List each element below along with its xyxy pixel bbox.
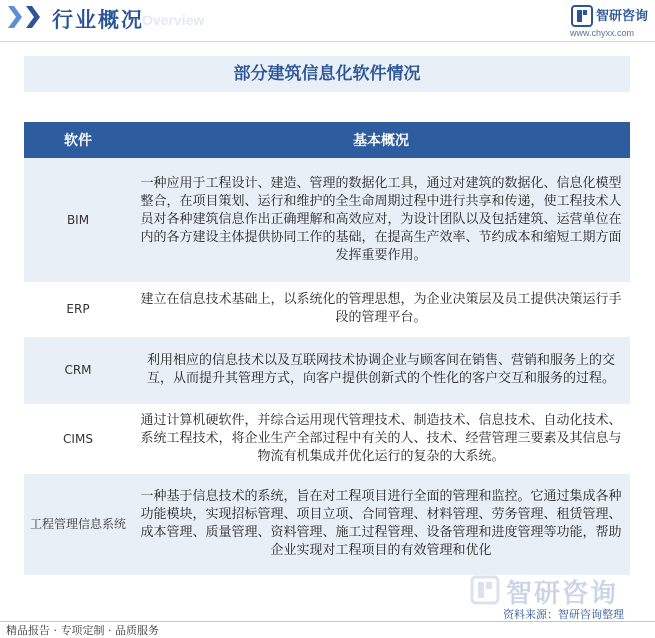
table-row <box>24 404 630 473</box>
table-row <box>24 473 630 575</box>
software-description: 利用相应的信息技术以及互联网技术协调企业与顾客间在销售、营销和服务上的交互，从而提升其管理方式，向客户提供创新式的个性化的客户交互和服务的过程。 <box>132 336 630 404</box>
table-title: 部分建筑信息化软件情况 <box>24 56 630 92</box>
software-name: CRM <box>24 336 132 404</box>
software-description: 一种基于信息技术的系统，旨在对工程项目进行全面的管理和监控。它通过集成各种功能模块，实现招标管理、项目立项、合同管理、材料管理、劳务管理、租赁管理、成本管理、质量管理、资料管理、施工过程管理、设备管理和进度管理等功能，帮助企业实现对工程项目的有效管理和优化 <box>132 473 630 575</box>
watermark-logo-icon <box>470 575 500 605</box>
software-name: BIM <box>24 158 132 282</box>
table-header-row <box>24 122 630 158</box>
brand-url: www.chyxx.com <box>570 28 635 38</box>
software-name: ERP <box>24 282 132 336</box>
chevron-right-icon <box>8 6 22 28</box>
table-row <box>24 158 630 282</box>
software-name: 工程管理信息系统 <box>24 473 132 575</box>
brand-name: 智研咨询 <box>596 9 649 24</box>
top-bar <box>0 0 655 40</box>
chyxx-logo-icon <box>571 5 593 27</box>
table-row <box>24 282 630 336</box>
watermark-text: 智研咨询 <box>506 579 619 609</box>
column-header-overview: 基本概况 <box>132 122 630 158</box>
software-table <box>24 122 630 576</box>
software-description: 通过计算机硬软件，并综合运用现代管理技术、制造技术、信息技术、自动化技术、系统工程技术，将企业生产全部过程中有关的人、技术、经营管理三要素及其信息与物流有机集成并优化运行的复杂的大系统。 <box>132 404 630 473</box>
software-description: 建立在信息技术基础上，以系统化的管理思想，为企业决策层及员工提供决策运行手段的管理平台。 <box>132 282 630 336</box>
software-description: 一种应用于工程设计、建造、管理的数据化工具，通过对建筑的数据化、信息化模型整合，在项目策划、运行和维护的全生命周期过程中进行共享和传递，使工程技术人员对各种建筑信息作出正确理解和高效应对，为设计团队以及包括建筑、运营单位在内的各方建设主体提供协同工作的基础，在提高生产效率、节约成本和缩短工期方面发挥重要作用。 <box>132 158 630 282</box>
section-title: 行业概况 <box>52 8 144 32</box>
column-header-software: 软件 <box>24 122 132 158</box>
header-divider <box>0 41 655 42</box>
data-source: 资料来源：智研咨询整理 <box>503 608 624 621</box>
table-row <box>24 336 630 404</box>
chevron-right-icon <box>26 6 40 28</box>
section-subtitle: Overview <box>142 12 205 28</box>
software-name: CIMS <box>24 404 132 473</box>
footer-slogan: 精品报告 · 专项定制 · 品质服务 <box>6 624 159 637</box>
